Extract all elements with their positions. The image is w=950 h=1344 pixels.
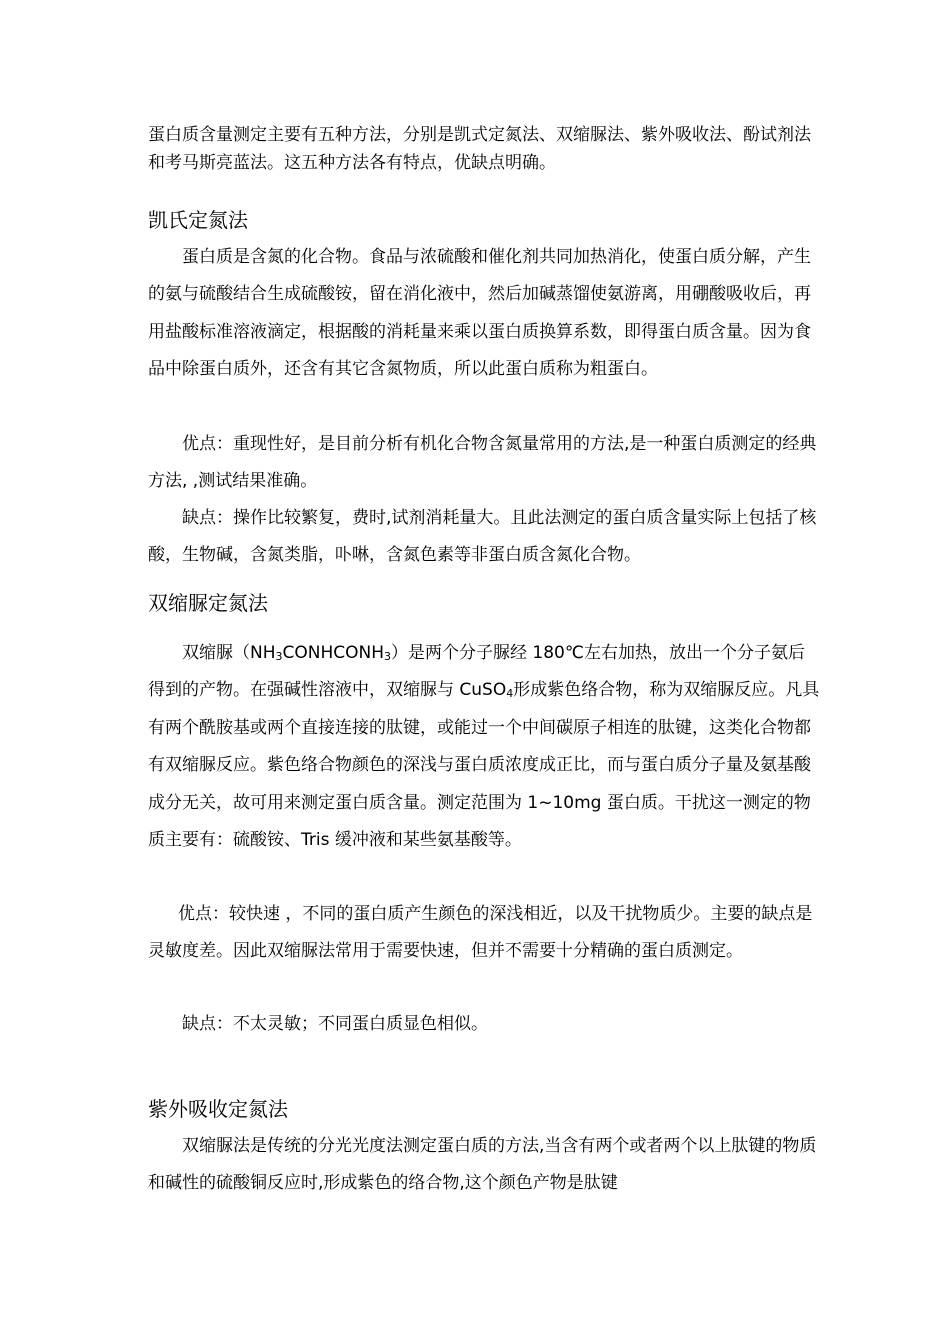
kjeldahl-heading: 凯氏定氮法 (148, 208, 248, 232)
biuret-text-a: 双缩脲（ (182, 643, 250, 663)
kjeldahl-pros: 优点：重现性好，是目前分析有机化合物含氮量常用的方法,是一种蛋白质测定的经典方法, ,测试结果准确。 (148, 434, 817, 492)
biuret-text-b: ）是两个分子脲经 180℃左右加热，放出一个分子氨后得到的产物。在强碱性溶液中，双缩脲与 (148, 643, 805, 701)
biuret-paragraph (148, 635, 820, 859)
formula-conhconh3: $CONHCONH_3$ (282, 643, 392, 663)
kjeldahl-paragraph: 蛋白质是含氮的化合物。食品与浓硫酸和催化剂共同加热消化，使蛋白质分解，产生的氨与硫酸结合生成硫酸铵，留在消化液中，然后加碱蒸馏使氨游离，用硼酸吸收后，再用盐酸标准溶液滴定，根据酸的消耗量来乘以蛋白质换算系数，即得蛋白质含量。因为食品中除蛋白质外，还含有其它含氮物质，所以此蛋白质称为粗蛋白。 (148, 247, 811, 380)
biuret-cons: 缺点：不太灵敏；不同蛋白质显色相似。 (182, 1014, 488, 1034)
biuret-pros: 优点：较快速 ，不同的蛋白质产生颜色的深浅相近，以及干扰物质少。主要的缺点是灵敏度差。因此双缩脲法常用于需要快速，但并不需要十分精确的蛋白质测定。 (148, 904, 813, 962)
biuret-heading: 双缩脲定氮法 (148, 591, 268, 615)
kjeldahl-cons: 缺点：操作比较繁复，费时,试剂消耗量大。且此法测定的蛋白质含量实际上包括了核酸，生物碱，含氮类脂，卟啉，含氮色素等非蛋白质含氮化合物。 (148, 508, 817, 566)
uv-paragraph: 双缩脲法是传统的分光光度法测定蛋白质的方法,当含有两个或者两个以上肽键的物质和碱性的硫酸铜反应时,形成紫色的络合物,这个颜色产物是肽键 (148, 1136, 817, 1194)
uv-heading: 紫外吸收定氮法 (148, 1097, 288, 1121)
intro-paragraph: 蛋白质含量测定主要有五种方法，分别是凯式定氮法、双缩脲法、紫外吸收法、酚试剂法和考马斯亮蓝法。这五种方法各有特点，优缺点明确。 (148, 125, 811, 173)
formula-cuso4: CuSO$_4$ (459, 680, 514, 701)
biuret-text-c: 形成紫色络合物，称为双缩脲反应。凡具有两个酰胺基或两个直接连接的肽键，或能过一个中间碳原子相连的肽键，这类化合物都有双缩脲反应。紫色络合物颜色的深浅与蛋白质浓度成正比，而与蛋白质分子量及氨基酸成分无关，故可用来测定蛋白质含量。测定范围为 1~10mg 蛋白质。干扰这一测定的物质主要有：硫酸铵、Tris 缓冲液和某些氨基酸等。 (148, 680, 820, 851)
formula-nh3: $NH_3$ (250, 643, 283, 663)
